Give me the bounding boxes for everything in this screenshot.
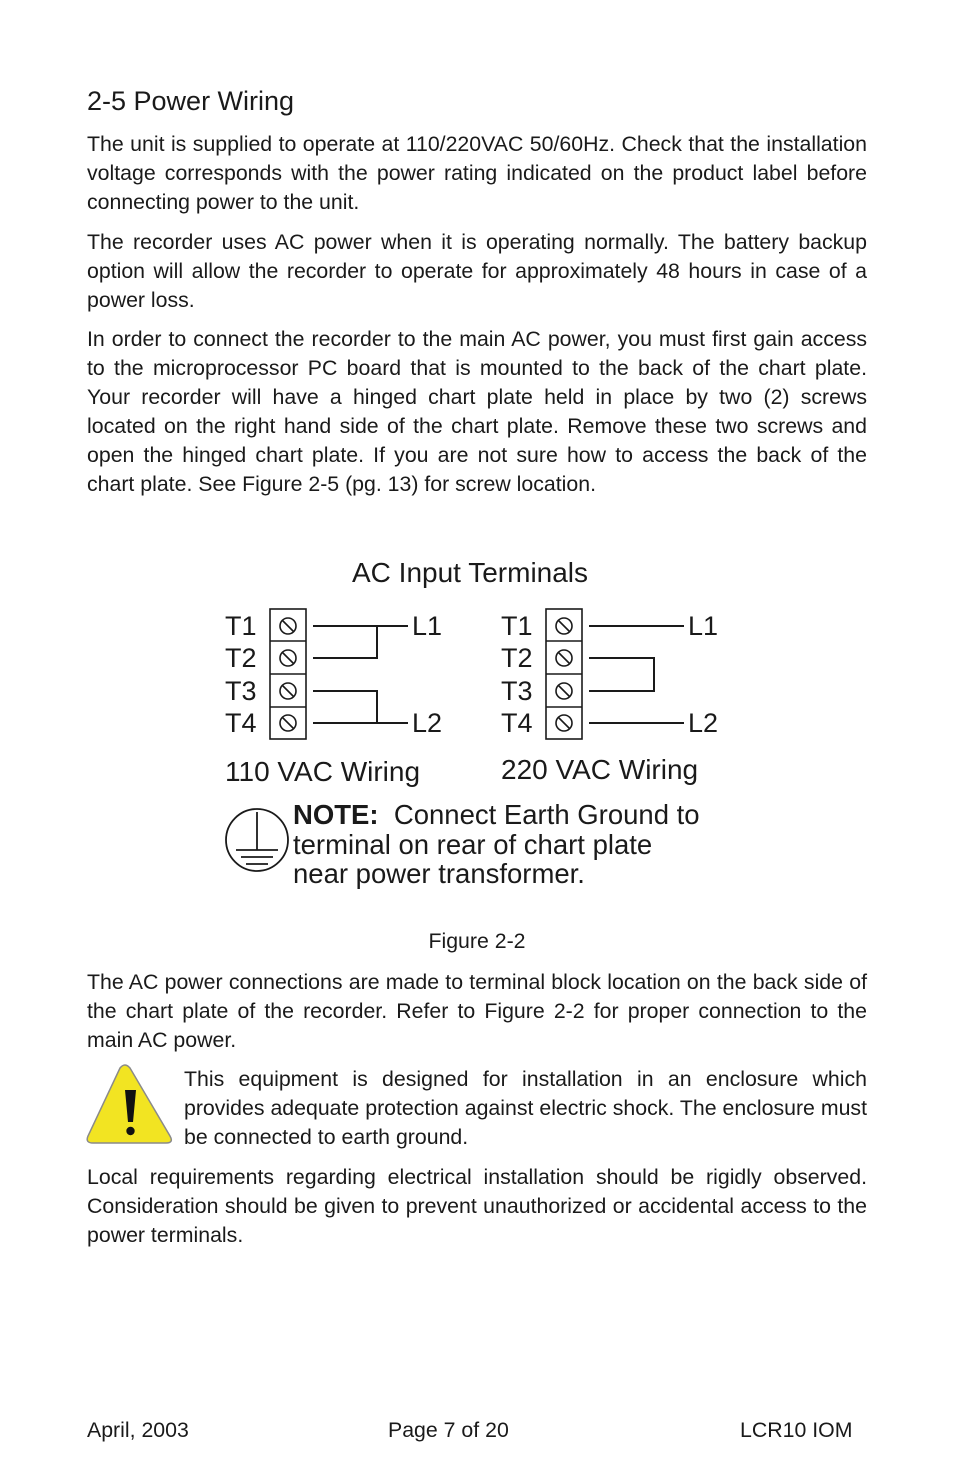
terminal-label-t2-220: T2 — [501, 643, 533, 673]
terminal-label-t3-220: T3 — [501, 676, 533, 706]
footer-doc-id: LCR10 IOM — [740, 1418, 853, 1442]
terminal-label-t1-220: T1 — [501, 611, 533, 641]
note-text-3: near power transformer. — [293, 858, 585, 889]
diagram-title: AC Input Terminals — [352, 557, 589, 588]
earth-ground-icon — [226, 809, 288, 871]
line-label-l2-220: L2 — [688, 708, 719, 738]
paragraph-local-requirements: Local requirements regarding electrical installation should be rigidly observed. Consideration should be given to prevent unauthorized or accidental access to the power terminals. — [87, 1165, 867, 1247]
warning-triangle-icon — [87, 1065, 171, 1143]
note-text-2: terminal on rear of chart plate — [293, 828, 653, 860]
line-label-l1-220: L1 — [688, 611, 719, 641]
paragraph-warning: This equipment is designed for installation in an enclosure which provides adequate protection against electric shock. The enclosure must be connected to earth ground. — [184, 1067, 867, 1149]
footer-date: April, 2003 — [87, 1418, 189, 1442]
ground-note — [293, 800, 700, 889]
note-label: NOTE: — [293, 799, 379, 830]
ground-note-line1 — [293, 800, 700, 830]
terminal-label-t2-110: T2 — [225, 643, 257, 673]
wires-220 — [589, 626, 684, 723]
paragraph-connections: The AC power connections are made to terminal block location on the back side of the chart plate of the recorder. Refer to Figure 2-2 for proper connection to the main AC power. — [87, 970, 867, 1052]
paragraph-battery-backup: The recorder uses AC power when it is operating normally. The battery backup option will allow the recorder to operate for approximately 48 hours in case of a power loss. — [87, 230, 867, 312]
figure-caption: Figure 2-2 — [428, 929, 526, 953]
paragraph-access-board: In order to connect the recorder to the main AC power, you must first gain access to the microprocessor PC board that is mounted to the back of the chart plate. Your recorder will have a hinged chart plate held in place by two (2) screws located on the right hand side of the chart plate. Remove these two screws and open the hinged chart plate. If you are not sure how to access the back of the chart plate. See Figure 2-5 (pg. 13) for screw location. — [87, 327, 867, 496]
terminal-block-110 — [270, 609, 306, 739]
terminal-block-220 — [546, 609, 582, 739]
caption-110-vac: 110 VAC Wiring — [225, 756, 421, 787]
line-label-l1-110: L1 — [412, 611, 443, 641]
footer-page-number: Page 7 of 20 — [388, 1418, 509, 1442]
terminal-label-t4-110: T4 — [225, 708, 257, 738]
paragraph-supply-voltage: The unit is supplied to operate at 110/220VAC 50/60Hz. Check that the installation voltage corresponds with the power rating indicated on the product label before connecting power to the unit. — [87, 132, 867, 214]
note-text-1: Connect Earth Ground to — [393, 799, 700, 830]
caption-220-vac: 220 VAC Wiring — [501, 754, 699, 785]
line-label-l2-110: L2 — [412, 708, 443, 738]
terminal-label-t4-220: T4 — [501, 708, 533, 738]
wires-110 — [313, 626, 408, 723]
terminal-label-t3-110: T3 — [225, 676, 257, 706]
terminal-label-t1-110: T1 — [225, 611, 257, 641]
section-heading: 2-5 Power Wiring — [87, 86, 295, 116]
